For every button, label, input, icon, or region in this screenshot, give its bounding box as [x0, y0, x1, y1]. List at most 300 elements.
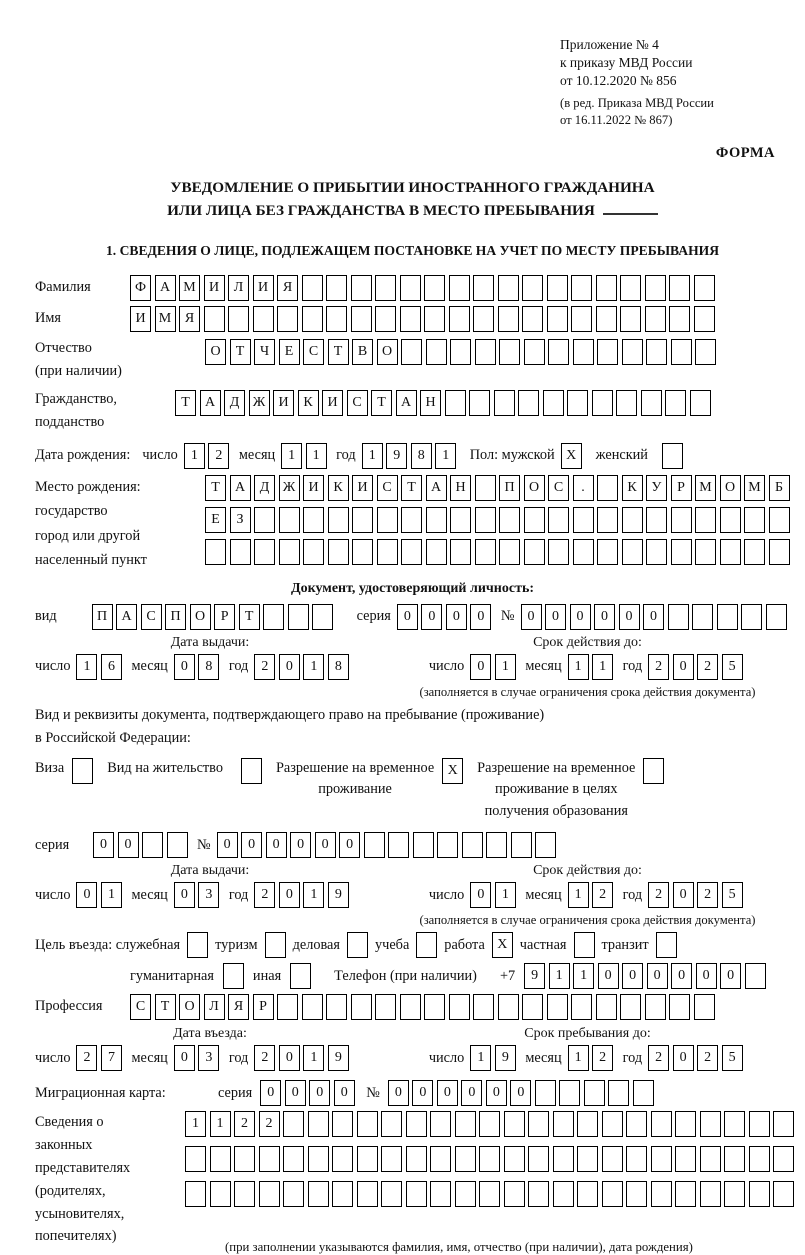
char-cell[interactable]: [308, 1181, 329, 1207]
char-cell[interactable]: 1: [303, 1045, 324, 1071]
char-cell[interactable]: [675, 1146, 696, 1172]
char-cell[interactable]: [302, 275, 323, 301]
char-cell[interactable]: [167, 832, 188, 858]
char-cell[interactable]: 1: [210, 1111, 231, 1137]
char-cell[interactable]: [518, 390, 539, 416]
migration-series-cells[interactable]: [260, 1080, 358, 1106]
char-cell[interactable]: 5: [722, 882, 743, 908]
char-cell[interactable]: [602, 1146, 623, 1172]
legal-rep-cells-row3[interactable]: [185, 1181, 798, 1207]
char-cell[interactable]: [651, 1146, 672, 1172]
char-cell[interactable]: [553, 1111, 574, 1137]
char-cell[interactable]: [430, 1146, 451, 1172]
char-cell[interactable]: [744, 507, 765, 533]
char-cell[interactable]: С: [548, 475, 569, 501]
char-cell[interactable]: [455, 1111, 476, 1137]
char-cell[interactable]: [535, 832, 556, 858]
char-cell[interactable]: [749, 1111, 770, 1137]
char-cell[interactable]: [364, 832, 385, 858]
char-cell[interactable]: 0: [412, 1080, 433, 1106]
char-cell[interactable]: [646, 539, 667, 565]
stay-day-cells[interactable]: [470, 1045, 519, 1071]
char-cell[interactable]: [473, 994, 494, 1020]
char-cell[interactable]: К: [622, 475, 643, 501]
entry-month-cells[interactable]: [174, 1045, 223, 1071]
char-cell[interactable]: [228, 306, 249, 332]
char-cell[interactable]: [302, 994, 323, 1020]
char-cell[interactable]: 0: [486, 1080, 507, 1106]
char-cell[interactable]: 2: [254, 654, 275, 680]
char-cell[interactable]: 2: [254, 1045, 275, 1071]
char-cell[interactable]: О: [179, 994, 200, 1020]
char-cell[interactable]: [596, 994, 617, 1020]
char-cell[interactable]: 0: [241, 832, 262, 858]
valid-day-cells[interactable]: [470, 654, 519, 680]
char-cell[interactable]: [528, 1181, 549, 1207]
char-cell[interactable]: [469, 390, 490, 416]
char-cell[interactable]: [720, 539, 741, 565]
char-cell[interactable]: 8: [198, 654, 219, 680]
res-issue-month-cells[interactable]: [174, 882, 223, 908]
char-cell[interactable]: [620, 306, 641, 332]
char-cell[interactable]: М: [695, 475, 716, 501]
char-cell[interactable]: 1: [306, 443, 327, 469]
char-cell[interactable]: О: [524, 475, 545, 501]
char-cell[interactable]: [401, 539, 422, 565]
migration-number-cells[interactable]: [388, 1080, 658, 1106]
char-cell[interactable]: [430, 1181, 451, 1207]
char-cell[interactable]: [277, 994, 298, 1020]
char-cell[interactable]: 1: [101, 882, 122, 908]
issue-year-cells[interactable]: [254, 654, 352, 680]
char-cell[interactable]: [498, 306, 519, 332]
char-cell[interactable]: И: [273, 390, 294, 416]
char-cell[interactable]: [694, 275, 715, 301]
char-cell[interactable]: 2: [234, 1111, 255, 1137]
char-cell[interactable]: Ф: [130, 275, 151, 301]
char-cell[interactable]: [302, 306, 323, 332]
char-cell[interactable]: [749, 1181, 770, 1207]
valid-year-cells[interactable]: [648, 654, 746, 680]
char-cell[interactable]: [504, 1111, 525, 1137]
profession-cells[interactable]: [130, 994, 718, 1020]
birth-place-cells-row3[interactable]: [205, 539, 793, 565]
char-cell[interactable]: О: [377, 339, 398, 365]
char-cell[interactable]: Т: [371, 390, 392, 416]
char-cell[interactable]: Р: [214, 604, 235, 630]
char-cell[interactable]: [308, 1146, 329, 1172]
char-cell[interactable]: [528, 1146, 549, 1172]
char-cell[interactable]: 0: [521, 604, 542, 630]
char-cell[interactable]: 0: [594, 604, 615, 630]
option-temp-residence-checkbox[interactable]: X: [442, 758, 463, 784]
char-cell[interactable]: [283, 1146, 304, 1172]
char-cell[interactable]: 0: [334, 1080, 355, 1106]
char-cell[interactable]: [620, 994, 641, 1020]
char-cell[interactable]: 0: [315, 832, 336, 858]
char-cell[interactable]: О: [205, 339, 226, 365]
char-cell[interactable]: 1: [185, 1111, 206, 1137]
char-cell[interactable]: [645, 306, 666, 332]
char-cell[interactable]: [473, 306, 494, 332]
char-cell[interactable]: [690, 390, 711, 416]
entry-day-cells[interactable]: [76, 1045, 125, 1071]
char-cell[interactable]: И: [303, 475, 324, 501]
char-cell[interactable]: 2: [648, 654, 669, 680]
char-cell[interactable]: [401, 339, 422, 365]
doc-number-cells[interactable]: [521, 604, 791, 630]
char-cell[interactable]: [388, 832, 409, 858]
char-cell[interactable]: 1: [568, 1045, 589, 1071]
char-cell[interactable]: Д: [254, 475, 275, 501]
char-cell[interactable]: [577, 1146, 598, 1172]
char-cell[interactable]: 0: [174, 1045, 195, 1071]
char-cell[interactable]: [571, 994, 592, 1020]
char-cell[interactable]: 0: [174, 882, 195, 908]
entry-year-cells[interactable]: [254, 1045, 352, 1071]
char-cell[interactable]: [283, 1181, 304, 1207]
birth-month-cells[interactable]: [281, 443, 330, 469]
char-cell[interactable]: Я: [179, 306, 200, 332]
char-cell[interactable]: [669, 275, 690, 301]
char-cell[interactable]: [724, 1146, 745, 1172]
purpose-work-checkbox[interactable]: X: [492, 932, 513, 958]
char-cell[interactable]: 0: [470, 882, 491, 908]
char-cell[interactable]: [543, 390, 564, 416]
char-cell[interactable]: С: [303, 339, 324, 365]
char-cell[interactable]: Р: [253, 994, 274, 1020]
char-cell[interactable]: 1: [573, 963, 594, 989]
char-cell[interactable]: [567, 390, 588, 416]
char-cell[interactable]: [504, 1146, 525, 1172]
char-cell[interactable]: [283, 1111, 304, 1137]
char-cell[interactable]: С: [130, 994, 151, 1020]
char-cell[interactable]: [205, 539, 226, 565]
char-cell[interactable]: [259, 1181, 280, 1207]
char-cell[interactable]: [766, 604, 787, 630]
char-cell[interactable]: [769, 539, 790, 565]
char-cell[interactable]: [332, 1181, 353, 1207]
char-cell[interactable]: К: [328, 475, 349, 501]
option-temp-residence-edu-checkbox[interactable]: [643, 758, 664, 784]
char-cell[interactable]: [669, 306, 690, 332]
char-cell[interactable]: 1: [303, 654, 324, 680]
char-cell[interactable]: [312, 604, 333, 630]
char-cell[interactable]: А: [155, 275, 176, 301]
char-cell[interactable]: 0: [174, 654, 195, 680]
char-cell[interactable]: [724, 1181, 745, 1207]
char-cell[interactable]: 1: [495, 654, 516, 680]
purpose-study-checkbox[interactable]: [416, 932, 437, 958]
char-cell[interactable]: 1: [281, 443, 302, 469]
char-cell[interactable]: [671, 507, 692, 533]
char-cell[interactable]: [616, 390, 637, 416]
char-cell[interactable]: [375, 275, 396, 301]
char-cell[interactable]: [426, 339, 447, 365]
char-cell[interactable]: С: [347, 390, 368, 416]
char-cell[interactable]: [426, 507, 447, 533]
char-cell[interactable]: [573, 507, 594, 533]
char-cell[interactable]: М: [744, 475, 765, 501]
purpose-transit-checkbox[interactable]: [656, 932, 677, 958]
char-cell[interactable]: 2: [76, 1045, 97, 1071]
char-cell[interactable]: [475, 339, 496, 365]
char-cell[interactable]: 1: [184, 443, 205, 469]
name-cells[interactable]: [130, 306, 718, 332]
char-cell[interactable]: 0: [643, 604, 664, 630]
char-cell[interactable]: 1: [362, 443, 383, 469]
char-cell[interactable]: 6: [101, 654, 122, 680]
char-cell[interactable]: [381, 1146, 402, 1172]
char-cell[interactable]: [524, 539, 545, 565]
char-cell[interactable]: [571, 275, 592, 301]
char-cell[interactable]: [700, 1181, 721, 1207]
char-cell[interactable]: [626, 1181, 647, 1207]
char-cell[interactable]: [230, 539, 251, 565]
char-cell[interactable]: [608, 1080, 629, 1106]
res-issue-year-cells[interactable]: [254, 882, 352, 908]
char-cell[interactable]: [499, 507, 520, 533]
char-cell[interactable]: З: [230, 507, 251, 533]
char-cell[interactable]: [303, 507, 324, 533]
purpose-private-checkbox[interactable]: [574, 932, 595, 958]
char-cell[interactable]: [602, 1111, 623, 1137]
legal-rep-cells-row2[interactable]: [185, 1146, 798, 1172]
char-cell[interactable]: .: [573, 475, 594, 501]
char-cell[interactable]: [308, 1111, 329, 1137]
char-cell[interactable]: 0: [76, 882, 97, 908]
sex-female-checkbox[interactable]: [662, 443, 683, 469]
char-cell[interactable]: [559, 1080, 580, 1106]
char-cell[interactable]: [279, 539, 300, 565]
char-cell[interactable]: [326, 275, 347, 301]
char-cell[interactable]: Т: [401, 475, 422, 501]
char-cell[interactable]: [577, 1111, 598, 1137]
char-cell[interactable]: 0: [696, 963, 717, 989]
char-cell[interactable]: К: [298, 390, 319, 416]
char-cell[interactable]: 2: [259, 1111, 280, 1137]
char-cell[interactable]: И: [253, 275, 274, 301]
char-cell[interactable]: [571, 306, 592, 332]
char-cell[interactable]: 2: [592, 882, 613, 908]
char-cell[interactable]: [424, 306, 445, 332]
char-cell[interactable]: 9: [386, 443, 407, 469]
char-cell[interactable]: [695, 339, 716, 365]
stay-year-cells[interactable]: [648, 1045, 746, 1071]
phone-cells[interactable]: [524, 963, 769, 989]
char-cell[interactable]: А: [396, 390, 417, 416]
char-cell[interactable]: [522, 306, 543, 332]
char-cell[interactable]: А: [116, 604, 137, 630]
sex-male-checkbox[interactable]: X: [561, 443, 582, 469]
char-cell[interactable]: [351, 275, 372, 301]
char-cell[interactable]: [671, 539, 692, 565]
char-cell[interactable]: [400, 994, 421, 1020]
char-cell[interactable]: 0: [446, 604, 467, 630]
char-cell[interactable]: 5: [722, 654, 743, 680]
doc-kind-cells[interactable]: [92, 604, 337, 630]
char-cell[interactable]: [547, 275, 568, 301]
purpose-official-checkbox[interactable]: [187, 932, 208, 958]
char-cell[interactable]: 7: [101, 1045, 122, 1071]
char-cell[interactable]: [700, 1111, 721, 1137]
char-cell[interactable]: [633, 1080, 654, 1106]
char-cell[interactable]: 1: [495, 882, 516, 908]
char-cell[interactable]: [622, 339, 643, 365]
char-cell[interactable]: [498, 994, 519, 1020]
char-cell[interactable]: 0: [217, 832, 238, 858]
char-cell[interactable]: [234, 1181, 255, 1207]
char-cell[interactable]: 1: [592, 654, 613, 680]
char-cell[interactable]: С: [377, 475, 398, 501]
char-cell[interactable]: [717, 604, 738, 630]
char-cell[interactable]: [645, 275, 666, 301]
char-cell[interactable]: [437, 832, 458, 858]
char-cell[interactable]: [646, 339, 667, 365]
char-cell[interactable]: [449, 275, 470, 301]
char-cell[interactable]: [263, 604, 284, 630]
char-cell[interactable]: 0: [279, 1045, 300, 1071]
char-cell[interactable]: 3: [198, 882, 219, 908]
char-cell[interactable]: М: [179, 275, 200, 301]
char-cell[interactable]: [524, 507, 545, 533]
char-cell[interactable]: [646, 507, 667, 533]
char-cell[interactable]: [430, 1111, 451, 1137]
char-cell[interactable]: Л: [204, 994, 225, 1020]
char-cell[interactable]: [626, 1111, 647, 1137]
char-cell[interactable]: 2: [697, 654, 718, 680]
char-cell[interactable]: [694, 306, 715, 332]
char-cell[interactable]: С: [141, 604, 162, 630]
char-cell[interactable]: 0: [671, 963, 692, 989]
char-cell[interactable]: [413, 832, 434, 858]
char-cell[interactable]: 1: [568, 654, 589, 680]
char-cell[interactable]: [375, 306, 396, 332]
char-cell[interactable]: П: [499, 475, 520, 501]
char-cell[interactable]: 0: [470, 654, 491, 680]
char-cell[interactable]: [462, 832, 483, 858]
char-cell[interactable]: Е: [279, 339, 300, 365]
char-cell[interactable]: И: [130, 306, 151, 332]
char-cell[interactable]: [326, 306, 347, 332]
char-cell[interactable]: 0: [118, 832, 139, 858]
char-cell[interactable]: 9: [524, 963, 545, 989]
char-cell[interactable]: 2: [208, 443, 229, 469]
char-cell[interactable]: 0: [266, 832, 287, 858]
char-cell[interactable]: [620, 275, 641, 301]
char-cell[interactable]: [597, 475, 618, 501]
char-cell[interactable]: [741, 604, 762, 630]
char-cell[interactable]: [769, 507, 790, 533]
char-cell[interactable]: [426, 539, 447, 565]
char-cell[interactable]: [357, 1181, 378, 1207]
char-cell[interactable]: Ч: [254, 339, 275, 365]
char-cell[interactable]: [479, 1111, 500, 1137]
char-cell[interactable]: [450, 507, 471, 533]
char-cell[interactable]: [626, 1146, 647, 1172]
char-cell[interactable]: В: [352, 339, 373, 365]
birth-year-cells[interactable]: [362, 443, 460, 469]
char-cell[interactable]: 0: [622, 963, 643, 989]
char-cell[interactable]: Ж: [279, 475, 300, 501]
char-cell[interactable]: П: [92, 604, 113, 630]
char-cell[interactable]: [494, 390, 515, 416]
char-cell[interactable]: Ж: [249, 390, 270, 416]
char-cell[interactable]: [773, 1181, 794, 1207]
char-cell[interactable]: [455, 1181, 476, 1207]
char-cell[interactable]: 0: [388, 1080, 409, 1106]
char-cell[interactable]: [744, 539, 765, 565]
char-cell[interactable]: Т: [205, 475, 226, 501]
char-cell[interactable]: Т: [155, 994, 176, 1020]
char-cell[interactable]: [522, 994, 543, 1020]
char-cell[interactable]: [357, 1146, 378, 1172]
char-cell[interactable]: 0: [545, 604, 566, 630]
char-cell[interactable]: 0: [421, 604, 442, 630]
purpose-tourism-checkbox[interactable]: [265, 932, 286, 958]
char-cell[interactable]: 0: [93, 832, 114, 858]
char-cell[interactable]: Я: [228, 994, 249, 1020]
char-cell[interactable]: [548, 539, 569, 565]
char-cell[interactable]: 0: [598, 963, 619, 989]
char-cell[interactable]: [597, 339, 618, 365]
char-cell[interactable]: [254, 507, 275, 533]
char-cell[interactable]: [577, 1181, 598, 1207]
char-cell[interactable]: И: [204, 275, 225, 301]
residence-number-cells[interactable]: [217, 832, 560, 858]
birth-day-cells[interactable]: [184, 443, 233, 469]
char-cell[interactable]: [641, 390, 662, 416]
stay-month-cells[interactable]: [568, 1045, 617, 1071]
char-cell[interactable]: [479, 1146, 500, 1172]
char-cell[interactable]: [328, 539, 349, 565]
char-cell[interactable]: [375, 994, 396, 1020]
char-cell[interactable]: 2: [697, 1045, 718, 1071]
surname-cells[interactable]: [130, 275, 718, 301]
char-cell[interactable]: [450, 539, 471, 565]
char-cell[interactable]: 0: [290, 832, 311, 858]
char-cell[interactable]: 5: [722, 1045, 743, 1071]
purpose-other-checkbox[interactable]: [290, 963, 311, 989]
char-cell[interactable]: [622, 507, 643, 533]
char-cell[interactable]: [303, 539, 324, 565]
char-cell[interactable]: [511, 832, 532, 858]
res-valid-day-cells[interactable]: [470, 882, 519, 908]
char-cell[interactable]: [352, 539, 373, 565]
char-cell[interactable]: Т: [239, 604, 260, 630]
char-cell[interactable]: [499, 339, 520, 365]
char-cell[interactable]: 0: [397, 604, 418, 630]
char-cell[interactable]: 0: [461, 1080, 482, 1106]
char-cell[interactable]: 0: [285, 1080, 306, 1106]
char-cell[interactable]: [749, 1146, 770, 1172]
char-cell[interactable]: [473, 275, 494, 301]
char-cell[interactable]: 1: [568, 882, 589, 908]
char-cell[interactable]: Т: [230, 339, 251, 365]
char-cell[interactable]: [548, 507, 569, 533]
char-cell[interactable]: [547, 306, 568, 332]
char-cell[interactable]: [597, 507, 618, 533]
char-cell[interactable]: [400, 275, 421, 301]
char-cell[interactable]: [669, 994, 690, 1020]
char-cell[interactable]: 8: [328, 654, 349, 680]
char-cell[interactable]: 3: [198, 1045, 219, 1071]
char-cell[interactable]: 0: [619, 604, 640, 630]
char-cell[interactable]: [597, 539, 618, 565]
char-cell[interactable]: Е: [205, 507, 226, 533]
char-cell[interactable]: [332, 1146, 353, 1172]
doc-series-cells[interactable]: [397, 604, 495, 630]
